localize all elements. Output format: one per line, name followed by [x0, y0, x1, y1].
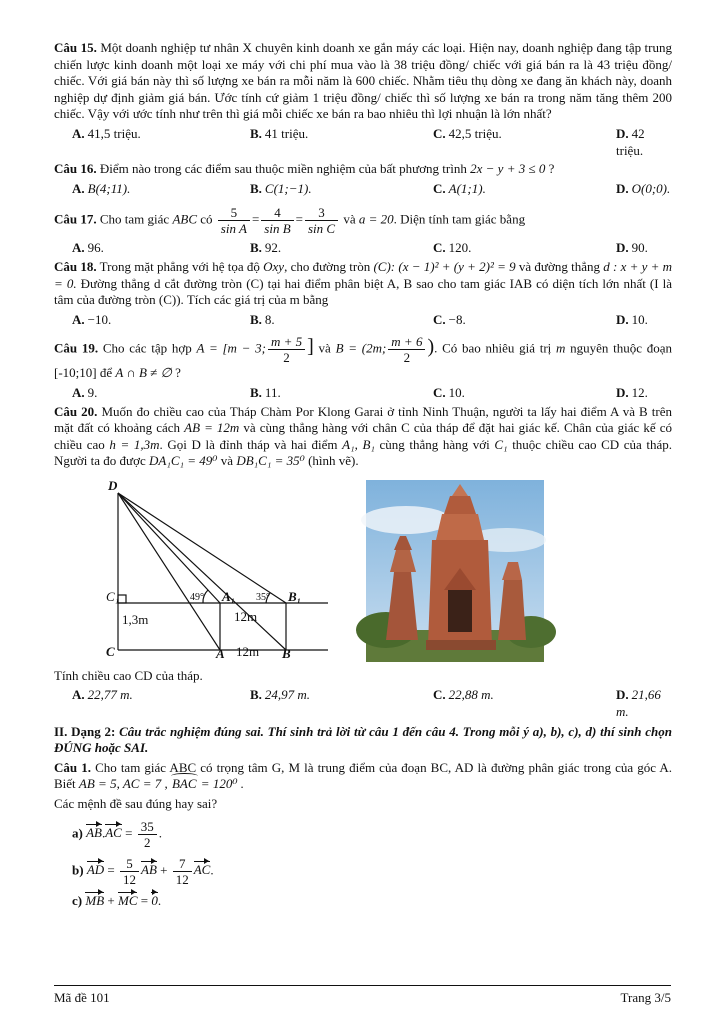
question-text: . Gọi D là đỉnh tháp và hai điểm [159, 436, 338, 452]
option-b[interactable] [232, 126, 415, 159]
option-b[interactable] [232, 240, 415, 257]
question-20 [54, 404, 672, 470]
bracket: ) [427, 335, 435, 358]
option-d[interactable] [598, 181, 672, 198]
angle-value: DA₁C₁ = 49⁰ [149, 453, 218, 469]
question-15 [54, 40, 672, 123]
operator: = [125, 825, 133, 841]
option-text: 10. [631, 311, 648, 327]
angle-49: 49° [190, 591, 204, 603]
option-letter: B. [250, 687, 262, 703]
label-d: D [108, 477, 118, 493]
height-label: 1,3m [122, 611, 149, 627]
question-label: Câu 15. [54, 40, 97, 55]
given-values: AB = 5, AC = 7 , [78, 776, 168, 792]
vector: AC [105, 825, 122, 841]
question-text: và cùng thẳng hàng với chân C của tháp để đặt hai giác kế. Chân của giác kế có chiều cao [54, 420, 672, 452]
numerator: m + 5 [268, 334, 305, 350]
question-label: Câu 20. [54, 403, 98, 419]
label-a1: A₁ [222, 588, 236, 604]
denominator: sin B [264, 221, 291, 237]
tower-diagram [106, 477, 338, 661]
option-b[interactable] [232, 312, 415, 329]
question-text: và [343, 211, 356, 227]
statement-a[interactable] [72, 819, 672, 850]
option-letter: A. [72, 384, 85, 400]
label-c1: C₁ [106, 588, 120, 604]
question-text: Trong mặt phẳng với hệ tọa độ [99, 258, 260, 274]
question-text: và [318, 340, 331, 356]
tower-photo [366, 480, 544, 662]
fraction [305, 205, 338, 236]
answer-options [54, 687, 672, 720]
condition: A ∩ B ≠ ∅ [115, 365, 172, 381]
zero-vector: 0 [151, 892, 158, 908]
option-c[interactable] [415, 126, 598, 159]
statement-c[interactable] [72, 893, 672, 910]
question-16 [54, 161, 672, 178]
operator: . [157, 892, 162, 908]
option-letter: A. [72, 125, 85, 141]
option-text: A(1;1). [448, 180, 486, 196]
question-text: Đường thẳng d cắt đường tròn (C) tại hai điểm phân biệt A, B sao cho tam giác IAB có diện tích lớn nhất (I là tâm của đường tròn (C)). Tích các giá trị của m bằng [54, 275, 673, 308]
option-d[interactable] [598, 126, 672, 159]
statement-label: b) [72, 862, 84, 878]
option-a[interactable] [54, 181, 232, 198]
question-label: Câu 19. [54, 340, 99, 356]
option-text: 42,5 triệu. [448, 125, 502, 141]
fraction [268, 334, 305, 365]
points: A₁, B₁ [342, 436, 375, 452]
line-equation: d : x + y + m = 0. [54, 258, 673, 291]
question-text: Một doanh nghiệp tư nhân X chuyên kinh doanh xe gắn máy các loại. Hiện nay, doanh nghiệp đang tập trung chiến lược kinh doanh một loại xe máy với chi phí mua vào là 38 triệu đồng/ chiếc với giá bán ra là 43 triệu đồng/ chiếc. Với giá bán này thì số lượng xe bán ra mỗi năm là 600 chiếc. Nhằm tiêu thụ dòng xe đang ăn khách này, doanh nghiệp dự định giảm giá bán. Ước tính cứ giảm 1 triệu đồng/ chiếc thì số lượng xe bán ra trong năm tăng thêm 200 chiếc. Vậy với ước tính như trên thì giá mỗi chiếc xe bán ra bao nhiêu thì lợi nhuận là lớn nhất? [54, 40, 673, 122]
option-letter: D. [616, 180, 629, 196]
option-a[interactable] [54, 687, 232, 720]
option-letter: D. [616, 687, 629, 703]
option-c[interactable] [415, 687, 598, 720]
fraction [173, 856, 192, 887]
option-letter: C. [433, 125, 446, 141]
question-text: thuộc đoạn [-10;10] để [54, 340, 673, 381]
option-text: 92. [264, 240, 282, 256]
option-text: O(0;0). [631, 180, 671, 196]
set-b: B = (2m; [335, 340, 387, 356]
option-d[interactable] [598, 312, 672, 329]
operator: = [107, 862, 115, 878]
question-text: nguyên [570, 340, 609, 356]
question-tail: ? [548, 161, 555, 177]
part-2-heading [54, 724, 672, 757]
angle-35: 35° [256, 591, 270, 603]
option-text: 22,88 m. [448, 687, 494, 703]
operator: = [140, 892, 149, 908]
part-description: Câu trắc nghiệm đúng sai. Thí sinh trả lời từ câu 1 đến câu 4. Trong mỗi ý a), b), c), d) thí sinh chọn ĐÚNG hoặc SAI. [54, 723, 672, 756]
fraction [218, 205, 250, 236]
option-c[interactable] [415, 312, 598, 329]
question-tail: ? [175, 365, 181, 381]
option-a[interactable] [54, 385, 232, 402]
option-text: 24,97 m. [264, 687, 311, 703]
given-value: AB = 12m [184, 420, 240, 436]
fraction [120, 856, 139, 887]
option-letter: C. [433, 311, 446, 327]
label-b1: B₁ [288, 588, 302, 604]
option-d[interactable] [598, 240, 672, 257]
variable: m [556, 340, 566, 356]
answer-options [54, 240, 672, 257]
statement-label: a) [72, 825, 83, 841]
question-text: và [220, 453, 234, 469]
option-letter: D. [616, 240, 629, 256]
option-letter: B. [250, 384, 262, 400]
vector: AB [86, 825, 102, 841]
given-value: h = 1,3m [109, 436, 160, 452]
option-d[interactable] [598, 385, 672, 402]
option-text: 8. [264, 311, 275, 327]
question-text: (hình vẽ). [308, 453, 359, 469]
numerator: 5 [218, 205, 250, 221]
denominator: 2 [403, 350, 411, 366]
question-label: Câu 16. [54, 161, 97, 177]
fraction [261, 205, 293, 236]
numerator: 35 [138, 819, 157, 835]
label-a: A [216, 645, 225, 661]
option-text: 41,5 triệu. [87, 125, 141, 141]
denominator: 12 [123, 871, 136, 887]
question-text: Muốn đo chiều cao của Tháp Chàm Por Klong Garai ở tỉnh Ninh Thuận, người ta lấy hai điểm A và B trên mặt đất có khoảng cách [54, 403, 672, 436]
tower-photo-art [366, 480, 544, 662]
length-a1b1: 12m [234, 608, 258, 624]
question-text: . Có bao nhiêu giá trị [434, 340, 552, 356]
option-letter: D. [616, 125, 629, 141]
operator: . [210, 862, 214, 878]
option-a[interactable] [54, 126, 232, 159]
question-17: Câu 17. Cho tam giác ABC có $\frac{5}{\text{sin A}}$ = $\frac{4}{\text{sin B}}$ = $\frac{3}{\text{sin C}}$ và a = 20. Diện tính tam giác bằng [54, 205, 526, 237]
option-text: 12. [631, 384, 648, 400]
question-18 [54, 259, 672, 309]
triangle-name: ABC [172, 211, 198, 227]
option-letter: B. [250, 311, 262, 327]
part2-question-1 [54, 760, 672, 793]
question-text: và đường thẳng [518, 258, 600, 274]
answer-options [54, 181, 672, 198]
answer-options [54, 126, 672, 159]
option-text: C(1;−1). [264, 180, 312, 196]
question-19 [54, 334, 672, 382]
option-text: 120. [448, 240, 472, 256]
option-letter: C. [433, 240, 446, 256]
option-letter: B. [250, 180, 262, 196]
operator: + [160, 862, 168, 878]
question-label: Câu 1. [54, 759, 91, 775]
statement-b[interactable] [72, 856, 672, 887]
option-b[interactable] [232, 181, 415, 198]
part-title: II. Dạng 2: [54, 723, 116, 739]
option-letter: B. [250, 240, 262, 256]
option-letter: A. [72, 311, 85, 327]
option-letter: D. [616, 311, 629, 327]
option-letter: A. [72, 240, 85, 256]
denominator: 12 [175, 871, 189, 887]
statement-label: c) [72, 892, 83, 908]
option-text: 9. [87, 384, 98, 400]
page-footer [54, 985, 671, 1006]
option-letter: C. [433, 687, 446, 703]
numerator: 4 [261, 205, 293, 221]
question-prompt: Các mệnh đề sau đúng hay sai? [54, 796, 218, 812]
option-a[interactable] [54, 312, 232, 329]
question-text: cùng thẳng hàng với [379, 436, 490, 452]
option-text: 22,77 m. [87, 687, 133, 703]
vector: AB [141, 862, 157, 878]
option-text: 41 triệu. [264, 125, 309, 141]
option-letter: C. [433, 384, 446, 400]
option-letter: A. [72, 180, 85, 196]
question-text: , cho đường tròn [284, 258, 371, 274]
option-text: 21,66 m. [616, 687, 661, 720]
option-d[interactable] [598, 687, 672, 720]
vector: MB [85, 892, 105, 908]
operator: . [101, 825, 106, 841]
option-letter: D. [616, 384, 629, 400]
option-text: 96. [87, 240, 104, 256]
question-text: Cho tam giác ABC có trọng tâm G, M là trung điểm của đoạn BC, AD là đường phân giác trong của góc A. Biết [54, 759, 673, 792]
exam-code: Mã đề 101 [54, 990, 110, 1005]
option-text: −8. [448, 311, 466, 327]
operator: + [107, 892, 115, 908]
vector: AD [86, 862, 105, 878]
option-letter: B. [250, 125, 262, 141]
set-a: A = [m − 3; [196, 340, 266, 356]
question-label: Câu 17. [54, 211, 97, 227]
angle-symbol: BAC [171, 776, 197, 792]
operator: . [158, 825, 162, 841]
question-text: . Diện tính tam giác bằng [393, 211, 526, 227]
question-20-ask: Tính chiều cao CD của tháp. [54, 667, 203, 683]
vector: AC [193, 862, 211, 878]
angle-value: DB₁C₁ = 35⁰ [236, 453, 305, 469]
point: C₁ [494, 436, 508, 452]
numerator: m + 6 [388, 334, 425, 350]
page-number: Trang 3/5 [620, 990, 671, 1005]
inequality: 2x − y + 3 ≤ 0 [470, 161, 546, 177]
denominator: sin C [308, 221, 336, 237]
option-b[interactable] [232, 385, 415, 402]
option-text: B(4;11). [87, 180, 131, 196]
label-b: B [282, 645, 291, 661]
option-a[interactable] [54, 240, 232, 257]
bracket: ] [307, 335, 314, 358]
option-c[interactable] [415, 181, 598, 198]
denominator: 2 [143, 834, 151, 850]
fraction [138, 819, 157, 850]
option-text: 90. [631, 240, 648, 256]
numerator: 5 [120, 856, 139, 872]
option-text: −10. [87, 311, 112, 327]
question-text: Cho tam giác [99, 211, 170, 227]
fraction [388, 334, 425, 365]
vector: MC [117, 892, 138, 908]
option-c[interactable] [415, 240, 598, 257]
question-text: Cho các tập hợp [102, 340, 192, 356]
numerator: 7 [173, 856, 192, 872]
denominator: 2 [283, 350, 290, 366]
question-text: thuộc chiều cao CD của tháp. Người ta đo được [54, 436, 673, 469]
label-c: C [106, 643, 115, 659]
option-text: 11. [264, 384, 281, 400]
length-ab: 12m [236, 643, 260, 659]
answer-options [54, 385, 672, 402]
question-label: Câu 18. [54, 258, 97, 274]
exam-page [54, 40, 672, 915]
option-text: 42 triệu. [616, 125, 645, 158]
circle-equation: (C): (x − 1)² + (y + 2)² = 9 [373, 258, 516, 274]
option-c[interactable] [415, 385, 598, 402]
option-b[interactable] [232, 687, 415, 720]
angle-value: = 120⁰ . [200, 776, 245, 792]
answer-options [54, 312, 672, 329]
given-value: a = 20 [358, 211, 394, 227]
question-text: có [200, 211, 213, 227]
option-letter: C. [433, 180, 446, 196]
option-text: 10. [448, 384, 465, 400]
option-letter: A. [72, 687, 85, 703]
question-text: Điểm nào trong các điểm sau thuộc miền nghiệm của bất phương trình [99, 161, 467, 177]
coordinate-system: Oxy [263, 258, 285, 274]
numerator: 3 [305, 205, 338, 221]
denominator: sin A [220, 221, 247, 237]
figure-row [54, 477, 672, 662]
